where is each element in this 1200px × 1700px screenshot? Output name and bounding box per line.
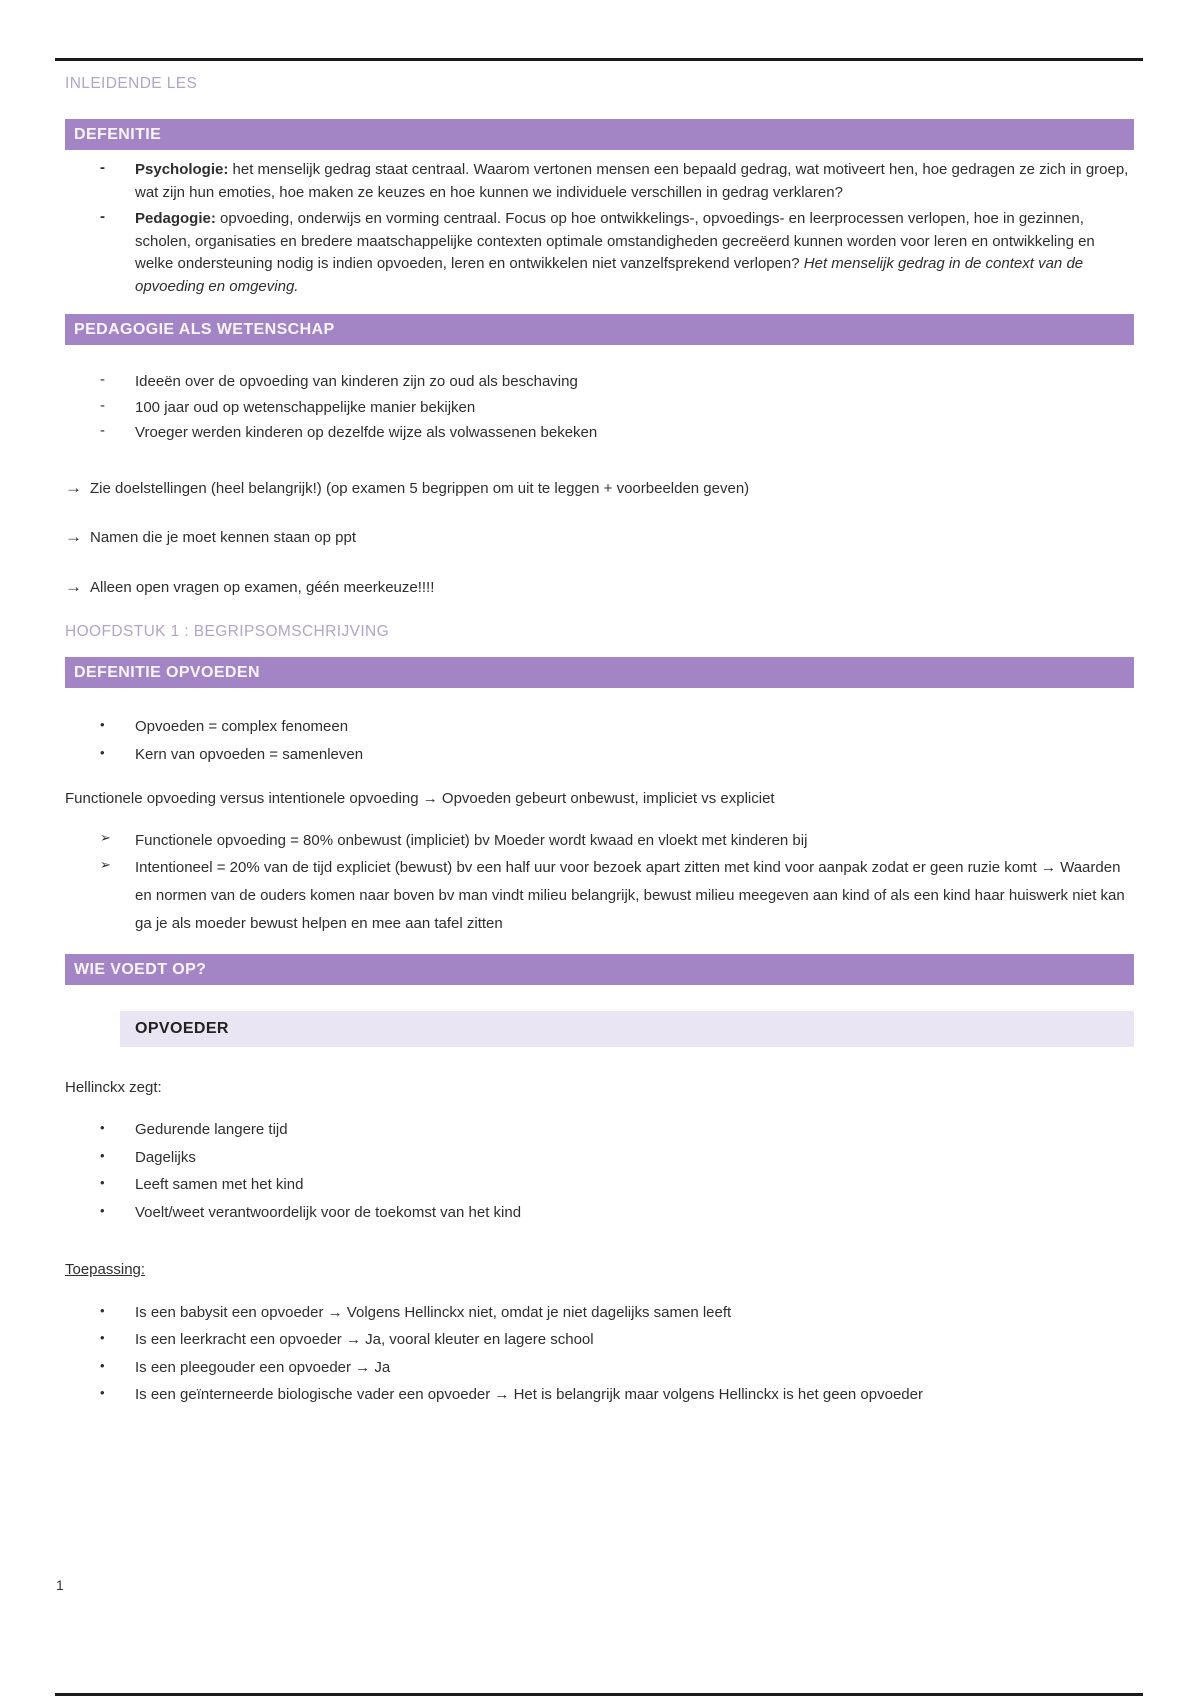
document-content (65, 75, 1134, 1407)
right-arrow-icon: → (65, 477, 82, 497)
list-item (100, 422, 1134, 445)
arrow-note-text: Namen die je moet kennen staan op ppt (90, 529, 357, 546)
list-item-text: Opvoeden = complex fenomeen (135, 718, 349, 735)
top-border-rule (55, 58, 1143, 61)
list-item-text: Functionele opvoeding = 80% onbewust (impliciet) bv Moeder wordt kwaad en vloekt met kinderen bij (135, 831, 808, 849)
page-number: 1 (56, 1577, 64, 1593)
bullet-marker: • (100, 1302, 105, 1318)
toepassing-label: Toepassing: (65, 1261, 146, 1278)
list-item (100, 1202, 1134, 1225)
section-banner-wetenschap-title: PEDAGOGIE ALS WETENSCHAP (74, 321, 335, 338)
bullet-marker: • (100, 744, 105, 760)
section-banner-defenitie-title: DEFENITIE (74, 126, 162, 143)
bullet-marker: • (100, 1175, 105, 1190)
definition-psychologie: het menselijk gedrag staat centraal. Waarom vertonen mensen een bepaald gedrag, wat motiveert hen, hoe gedragen ze zich in groep, wat zijn hun emoties, hoe maken ze keuzes en hoe kunnen we individuele verschillen in gedrag verklaren? (135, 161, 1129, 201)
right-arrow-icon: → (65, 576, 82, 596)
dash-marker: - (100, 208, 105, 225)
dash-marker: - (100, 159, 105, 176)
chevron-marker: ➢ (100, 829, 111, 845)
list-item-text: Is een leerkracht een opvoeder → Ja, vooral kleuter en lagere school (135, 1331, 594, 1348)
list-item (100, 371, 1134, 394)
list-item-text: Voelt/weet verantwoordelijk voor de toekomst van het kind (135, 1203, 522, 1221)
bullet-marker: • (100, 1357, 105, 1373)
dash-marker: - (100, 396, 105, 414)
list-item (100, 1329, 1134, 1352)
list-item (100, 397, 1134, 420)
list-item (100, 1119, 1134, 1142)
section-banner-wie-voedt-op (65, 954, 1134, 985)
bullet-marker: • (100, 1120, 105, 1135)
bullet-marker: • (100, 1330, 105, 1345)
bullet-marker: • (100, 1147, 105, 1163)
list-item-text: Is een geïnterneerde biologische vader een opvoeder → Het is belangrijk maar volgens Hellinckx is het geen opvoeder (135, 1386, 923, 1403)
list-item-text: Ideeën over de opvoeding van kinderen zijn zo oud als beschaving (135, 373, 578, 390)
dash-marker: - (100, 422, 105, 439)
list-item-text: Is een babysit een opvoeder → Volgens Hellinckx niet, omdat je niet dagelijks samen leeft (135, 1303, 732, 1321)
list-item-text: Is een pleegouder een opvoeder → Ja (135, 1358, 391, 1376)
list-item-text: Gedurende langere tijd (135, 1121, 288, 1138)
chevron-marker: ➢ (100, 857, 111, 873)
list-item-text: Vroeger werden kinderen op dezelfde wijze als volwassenen bekeken (135, 424, 598, 441)
hellinckx-bullet-list (65, 1119, 1134, 1224)
list-item-text (135, 208, 1134, 298)
section-banner-defenitie (65, 119, 1134, 150)
chapter-heading: HOOFDSTUK 1 : BEGRIPSOMSCHRIJVING (65, 623, 390, 640)
subsection-banner-opvoeder-title: OPVOEDER (135, 1019, 229, 1037)
arrow-note (65, 574, 1134, 600)
list-item (100, 1174, 1134, 1197)
arrow-note-text: Zie doelstellingen (heel belangrijk!) (op examen 5 begrippen om uit te leggen + voorbeelden geven) (90, 479, 750, 497)
subsection-banner-opvoeder (120, 1011, 1134, 1047)
list-item-text (135, 159, 1134, 204)
arrow-note (65, 524, 1134, 550)
list-item (100, 716, 1134, 739)
defenitie-list (65, 159, 1134, 298)
bullet-marker: • (100, 717, 105, 732)
list-item (100, 1147, 1134, 1170)
list-item (100, 827, 1134, 855)
list-item-text: Dagelijks (135, 1148, 196, 1166)
list-item-pedagogie (100, 208, 1134, 298)
wetenschap-list (65, 371, 1134, 445)
arrow-note (65, 475, 1134, 501)
toepassing-bullet-list (65, 1302, 1134, 1407)
list-item (100, 744, 1134, 767)
list-item-text: Leeft samen met het kind (135, 1176, 304, 1193)
functionele-paragraph: Functionele opvoeding versus intentionele opvoeding → Opvoeden gebeurt onbewust, impliciet vs expliciet (65, 790, 775, 807)
bullet-marker: • (100, 1202, 105, 1218)
section-banner-wie-voedt-op-title: WIE VOEDT OP? (74, 960, 207, 978)
bottom-border-rule (55, 1693, 1143, 1696)
list-item (100, 1384, 1134, 1407)
list-item-text: Kern van opvoeden = samenleven (135, 745, 364, 763)
section-banner-wetenschap (65, 314, 1134, 345)
list-item-psychologie (100, 159, 1134, 204)
list-item (100, 854, 1134, 937)
definition-pedagogie-italic: Het menselijk gedrag in de context van de opvoeding en omgeving. (135, 255, 1084, 295)
term-psychologie: Psychologie: (135, 161, 229, 178)
section-banner-defenitie-opvoeden (65, 657, 1134, 688)
list-item (100, 1302, 1134, 1325)
list-item (100, 1357, 1134, 1380)
bullet-marker: • (100, 1385, 105, 1400)
dash-marker: - (100, 371, 105, 388)
hellinckx-intro: Hellinckx zegt: (65, 1078, 162, 1096)
list-item-text: Intentioneel = 20% van de tijd expliciet (bewust) bv een half uur voor bezoek apart zitten met kind voor aanpak zodat er geen ruzie komt → Waarden en normen van de ouders komen naar boven bv man vindt milieu belangrijk, bewust milieu meegeven aan kind of als een kind haar huiswerk niet kan ga je als moeder bewust helpen en mee aan tafel zitten (135, 859, 1125, 932)
opvoeden-chevron-list (65, 827, 1134, 938)
term-pedagogie: Pedagogie: (135, 210, 216, 227)
intro-heading: INLEIDENDE LES (65, 75, 198, 92)
right-arrow-icon: → (65, 527, 82, 546)
definition-pedagogie: opvoeding, onderwijs en vorming centraal. Focus op hoe ontwikkelings-, opvoedings- en leerprocessen verlopen, hoe in gezinnen, scholen, organisaties en bredere maatschappelijke contexten optimale omstandigheden gecreëerd kunnen worden voor leren en ontwikkeling en welke ondersteuning nodig is indien opvoeden, leren en ontwikkelen niet vanzelfsprekend verlopen? (135, 210, 1095, 272)
opvoeden-bullet-list (65, 716, 1134, 766)
arrow-note-text: Alleen open vragen op examen, géén meerkeuze!!!! (90, 578, 435, 596)
list-item-text: 100 jaar oud op wetenschappelijke manier bekijken (135, 398, 476, 416)
section-banner-defenitie-opvoeden-title: DEFENITIE OPVOEDEN (74, 664, 260, 681)
